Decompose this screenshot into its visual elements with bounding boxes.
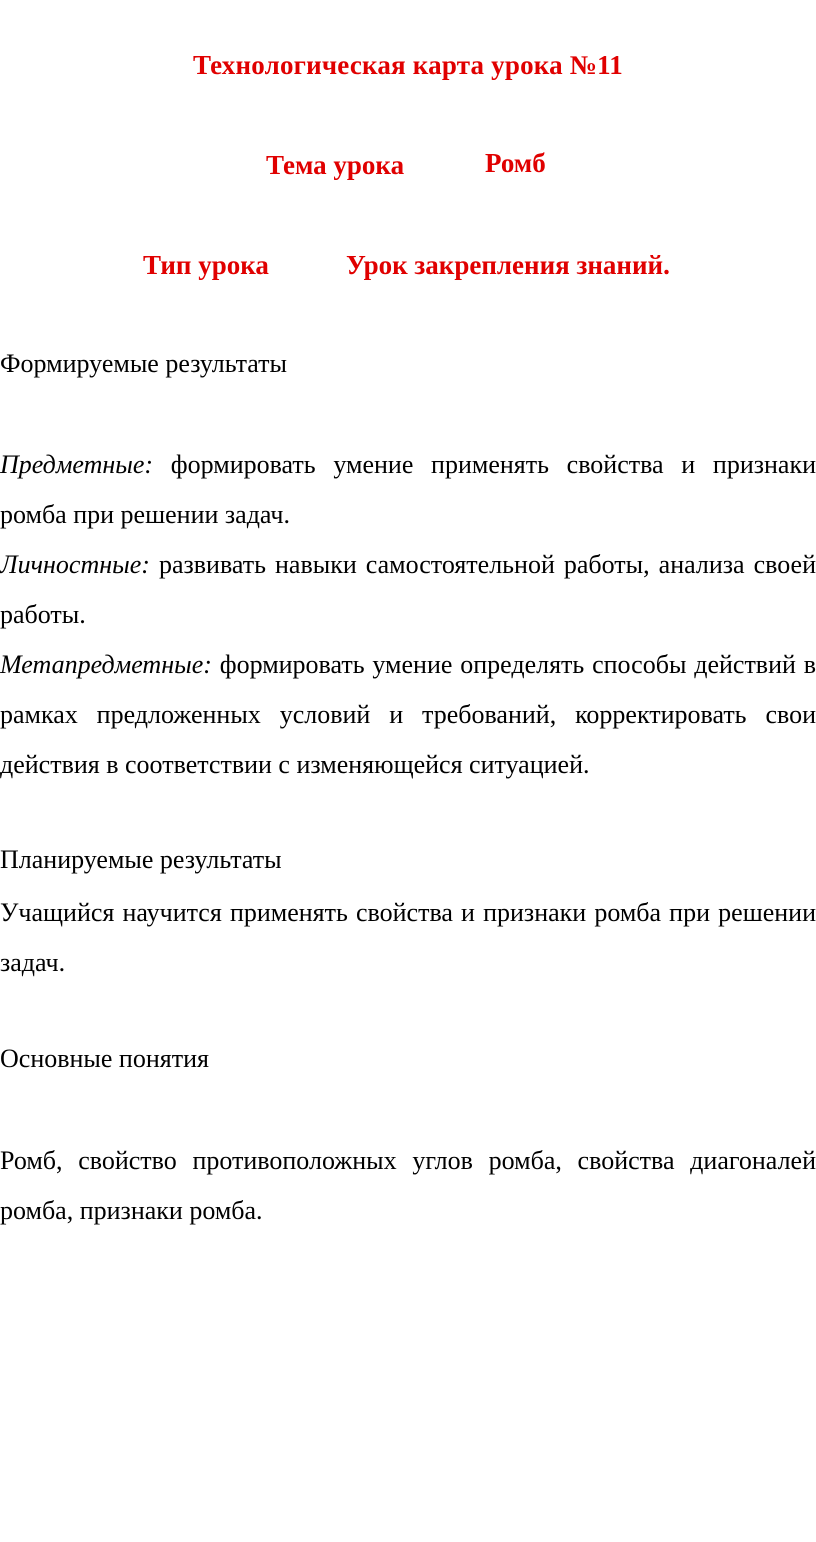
topic-value: Ромб bbox=[485, 148, 546, 178]
subject-results-text: формировать умение применять свойства и признаки ромба при решении задач. bbox=[0, 450, 816, 529]
meta-results-text: формировать умение определять способы действий в рамках предложенных условий и требований, корректировать свои действия в соответствии с изменяющейся ситуацией. bbox=[0, 650, 816, 779]
subject-results-label: Предметные: bbox=[0, 450, 154, 479]
meta-results-label: Метапредметные: bbox=[0, 650, 212, 679]
lesson-type-label: Тип урока bbox=[143, 250, 269, 280]
personal-results-label: Личностные: bbox=[0, 550, 150, 579]
subject-results-paragraph bbox=[0, 440, 816, 540]
formed-results-heading: Формируемые результаты bbox=[0, 349, 287, 378]
meta-results-paragraph bbox=[0, 640, 816, 790]
basic-concepts-text: Ромб, свойство противоположных углов ромба, свойства диагоналей ромба, признаки ромба. bbox=[0, 1146, 816, 1225]
page-title: Технологическая карта урока №11 bbox=[192, 50, 624, 80]
basic-concepts-heading: Основные понятия bbox=[0, 1044, 209, 1073]
planned-results-text: Учащийся научится применять свойства и признаки ромба при решении задач. bbox=[0, 898, 816, 977]
personal-results-text: развивать навыки самостоятельной работы, анализа своей работы. bbox=[0, 550, 816, 629]
planned-results-heading: Планируемые результаты bbox=[0, 845, 282, 874]
lesson-type-value: Урок закрепления знаний. bbox=[346, 250, 670, 280]
personal-results-paragraph bbox=[0, 540, 816, 640]
topic-label: Тема урока bbox=[266, 150, 405, 180]
